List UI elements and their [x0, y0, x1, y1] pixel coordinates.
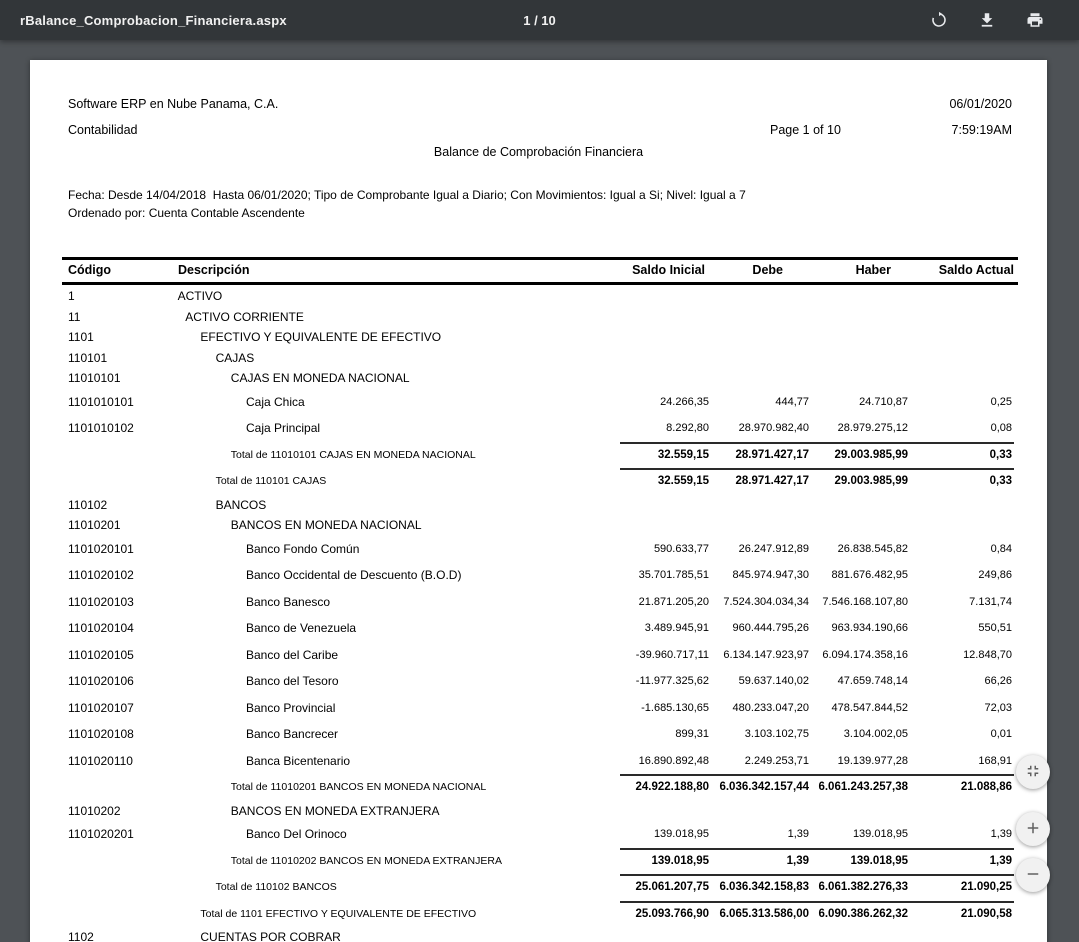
row-saldo-inicial: 24.922.188,80	[635, 781, 709, 794]
row-description: Banco Bancrecer	[246, 727, 339, 742]
row-debe: 6.036.342.158,83	[719, 881, 809, 894]
row-description: BANCOS EN MONEDA NACIONAL	[230, 518, 422, 533]
row-description: Total de 11010201 BANCOS EN MONEDA NACIONAL	[230, 781, 487, 794]
row-saldo-inicial: 8.292,80	[666, 422, 709, 435]
row-description: Total de 110101 CAJAS	[215, 475, 327, 488]
row-saldo-actual: 21.090,25	[960, 881, 1012, 894]
row-saldo-inicial: 21.871.205,20	[638, 595, 709, 608]
table-body	[30, 286, 1047, 942]
row-debe: 59.637.140,02	[738, 675, 809, 688]
row-saldo-actual: 7.131,74	[969, 595, 1012, 608]
row-saldo-inicial: 25.061.207,75	[635, 881, 709, 894]
document-page	[30, 60, 1047, 942]
column-header-haber: Haber	[855, 263, 891, 277]
rotate-icon	[930, 11, 948, 29]
table-row	[30, 415, 1047, 442]
minus-icon	[1024, 865, 1042, 886]
row-debe: 2.249.253,71	[744, 754, 809, 767]
row-saldo-inicial: 24.266,35	[660, 395, 709, 408]
zoom-out-button[interactable]	[1016, 858, 1050, 892]
row-description: Caja Chica	[246, 394, 305, 409]
row-saldo-actual: 0,84	[990, 542, 1012, 555]
table-row	[30, 348, 1047, 369]
row-saldo-actual: 1,39	[989, 854, 1012, 867]
row-debe: 28.971.427,17	[735, 475, 809, 488]
row-description: Banca Bicentenario	[246, 753, 351, 768]
row-saldo-inicial: -11.977.325,62	[635, 675, 709, 688]
row-description: Banco Occidental de Descuento (B.O.D)	[246, 568, 462, 583]
table-row	[30, 589, 1047, 616]
column-header-debe: Debe	[752, 263, 783, 277]
row-haber: 24.710,87	[859, 395, 908, 408]
table-row	[30, 874, 1047, 901]
row-saldo-actual: 0,08	[990, 422, 1012, 435]
row-saldo-inicial: 32.559,15	[657, 475, 709, 488]
row-saldo-inicial: 16.890.892,48	[638, 754, 709, 767]
row-code: 1101020104	[68, 621, 134, 636]
row-description: Banco de Venezuela	[246, 621, 357, 636]
row-description: Banco Banesco	[246, 594, 331, 609]
row-haber: 28.979.275,12	[837, 422, 908, 435]
row-code: 1101020102	[68, 568, 134, 583]
row-haber: 6.094.174.358,16	[822, 648, 908, 661]
column-header-saldo-inicial: Saldo Inicial	[632, 263, 705, 277]
table-row	[30, 515, 1047, 536]
table-row	[30, 774, 1047, 801]
row-saldo-actual: 550,51	[978, 622, 1012, 635]
table-row	[30, 536, 1047, 563]
column-header-saldo-actual: Saldo Actual	[938, 263, 1014, 277]
row-haber: 139.018,95	[850, 854, 908, 867]
row-code: 1101	[68, 330, 94, 345]
row-code: 110102	[68, 497, 108, 512]
table-row	[30, 307, 1047, 328]
table-row	[30, 442, 1047, 469]
report-title: Balance de Comprobación Financiera	[433, 145, 644, 159]
row-code: 1101020103	[68, 594, 134, 609]
row-saldo-inicial: 139.018,95	[653, 828, 709, 841]
row-debe: 6.036.342.157,44	[719, 781, 809, 794]
rotate-button[interactable]	[922, 4, 955, 37]
row-debe: 6.065.313.586,00	[719, 907, 809, 920]
row-haber: 6.061.382.276,33	[818, 881, 908, 894]
row-code: 110101	[68, 350, 108, 365]
row-saldo-actual: 72,03	[984, 701, 1012, 714]
row-saldo-inicial: 139.018,95	[651, 854, 709, 867]
row-saldo-actual: 0,25	[990, 395, 1012, 408]
row-saldo-inicial: 35.701.785,51	[638, 569, 709, 582]
table-row	[30, 801, 1047, 822]
row-debe: 3.103.102,75	[744, 728, 809, 741]
row-debe: 28.970.982,40	[738, 422, 809, 435]
row-saldo-inicial: -1.685.130,65	[641, 701, 709, 714]
row-code: 1101020110	[68, 753, 133, 768]
column-header-descripcion: Descripción	[178, 263, 250, 277]
row-debe: 444,77	[775, 395, 809, 408]
report-time: 7:59:19AM	[951, 123, 1012, 137]
row-code: 11010201	[68, 518, 121, 533]
row-saldo-actual: 249,86	[978, 569, 1012, 582]
row-haber: 19.139.977,28	[837, 754, 908, 767]
row-description: Total de 110102 BANCOS	[215, 881, 337, 894]
table-row	[30, 389, 1047, 416]
document-filename: rBalance_Comprobacion_Financiera.aspx	[20, 12, 287, 28]
module-name: Contabilidad	[68, 123, 138, 137]
download-icon	[978, 11, 996, 29]
table-row	[30, 615, 1047, 642]
row-haber: 478.547.844,52	[831, 701, 908, 714]
table-row	[30, 642, 1047, 669]
column-header-codigo: Código	[68, 263, 112, 277]
row-saldo-actual: 0,01	[990, 728, 1012, 741]
row-saldo-actual: 21.090,58	[960, 907, 1012, 920]
row-description: Total de 11010202 BANCOS EN MONEDA EXTRANJERA	[230, 854, 502, 867]
row-saldo-inicial: 899,31	[675, 728, 709, 741]
row-code: 1101010102	[68, 421, 134, 436]
table-row	[30, 468, 1047, 495]
table-row	[30, 286, 1047, 307]
fit-page-icon	[1024, 762, 1042, 783]
row-code: 1101020105	[68, 647, 134, 662]
row-code: 1101020106	[68, 674, 134, 689]
filter-line-2: Ordenado por: Cuenta Contable Ascendente	[68, 205, 305, 220]
table-row	[30, 562, 1047, 589]
row-saldo-inicial: 25.093.766,90	[635, 907, 709, 920]
table-row	[30, 901, 1047, 928]
row-description: Banco del Tesoro	[246, 674, 339, 689]
table-row	[30, 848, 1047, 875]
page-label: Page 1 of 10	[770, 123, 841, 137]
row-description: ACTIVO CORRIENTE	[185, 309, 304, 324]
row-saldo-actual: 0,33	[989, 475, 1012, 488]
row-saldo-actual: 168,91	[978, 754, 1012, 767]
row-code: 1102	[68, 930, 94, 942]
row-saldo-inicial: 590.633,77	[653, 542, 709, 555]
table-row	[30, 368, 1047, 389]
table-row	[30, 495, 1047, 516]
row-description: CAJAS EN MONEDA NACIONAL	[230, 371, 410, 386]
row-code: 1101020108	[68, 727, 134, 742]
row-debe: 28.971.427,17	[735, 448, 809, 461]
row-haber: 29.003.985,99	[834, 475, 908, 488]
table-row	[30, 748, 1047, 775]
filter-line-1: Fecha: Desde 14/04/2018 Hasta 06/01/2020; Tipo de Comprobante Igual a Diario; Con Movimientos: Igual a Si; Nivel: Igual a 7	[68, 188, 746, 202]
row-haber: 139.018,95	[852, 828, 908, 841]
row-code: 1101020101	[68, 541, 134, 556]
row-description: BANCOS EN MONEDA EXTRANJERA	[230, 803, 440, 818]
row-code: 11010101	[68, 371, 121, 386]
download-button[interactable]	[970, 4, 1003, 37]
table-row	[30, 327, 1047, 348]
row-saldo-actual: 12.848,70	[963, 648, 1012, 661]
row-debe: 6.134.147.923,97	[723, 648, 809, 661]
row-haber: 47.659.748,14	[837, 675, 908, 688]
row-haber: 881.676.482,95	[831, 569, 908, 582]
table-header-rule-bottom	[62, 282, 1018, 285]
row-code: 11010202	[68, 803, 121, 818]
row-description: Banco Del Orinoco	[246, 827, 347, 842]
row-debe: 960.444.795,26	[732, 622, 809, 635]
report-filters	[68, 187, 746, 222]
row-description: Caja Principal	[246, 421, 321, 436]
row-haber: 26.838.545,82	[837, 542, 908, 555]
row-haber: 6.090.386.262,32	[818, 907, 908, 920]
fit-page-button[interactable]	[1016, 755, 1050, 789]
row-debe: 1,39	[787, 828, 809, 841]
row-description: ACTIVO	[177, 289, 223, 304]
row-haber: 7.546.168.107,80	[822, 595, 908, 608]
row-code: 1101010101	[68, 394, 134, 409]
row-saldo-actual: 1,39	[990, 828, 1012, 841]
table-row	[30, 821, 1047, 848]
row-debe: 1,39	[786, 854, 809, 867]
toolbar-actions	[922, 4, 1051, 37]
page-indicator[interactable]: 1 / 10	[523, 12, 556, 28]
table-row	[30, 927, 1047, 942]
row-code: 1101020107	[68, 700, 134, 715]
row-saldo-inicial: 3.489.945,91	[644, 622, 709, 635]
row-description: EFECTIVO Y EQUIVALENTE DE EFECTIVO	[200, 330, 442, 345]
table-row	[30, 668, 1047, 695]
row-saldo-actual: 0,33	[989, 448, 1012, 461]
pdf-toolbar	[0, 0, 1079, 40]
table-row	[30, 695, 1047, 722]
row-saldo-actual: 66,26	[984, 675, 1012, 688]
row-code: 11	[68, 309, 81, 324]
company-name: Software ERP en Nube Panama, C.A.	[68, 97, 279, 111]
row-description: Total de 11010101 CAJAS EN MONEDA NACIONAL	[230, 448, 476, 461]
row-debe: 845.974.947,30	[732, 569, 809, 582]
row-saldo-inicial: 32.559,15	[657, 448, 709, 461]
row-debe: 480.233.047,20	[732, 701, 809, 714]
print-icon	[1026, 11, 1044, 29]
row-description: Banco Fondo Común	[246, 541, 360, 556]
row-code: 1	[68, 289, 75, 304]
table-header-rule-top	[62, 257, 1018, 260]
row-saldo-inicial: -39.960.717,11	[635, 648, 709, 661]
print-button[interactable]	[1018, 4, 1051, 37]
row-saldo-actual: 21.088,86	[960, 781, 1012, 794]
row-description: Banco Provincial	[246, 700, 336, 715]
plus-icon	[1024, 819, 1042, 840]
row-code: 1101020201	[68, 827, 134, 842]
row-description: CAJAS	[215, 350, 255, 365]
row-haber: 6.061.243.257,38	[818, 781, 908, 794]
zoom-in-button[interactable]	[1016, 812, 1050, 846]
row-description: BANCOS	[215, 497, 267, 512]
report-date: 06/01/2020	[949, 97, 1012, 111]
row-description: Total de 1101 EFECTIVO Y EQUIVALENTE DE EFECTIVO	[200, 907, 477, 920]
row-haber: 963.934.190,66	[831, 622, 908, 635]
row-haber: 29.003.985,99	[834, 448, 908, 461]
row-debe: 26.247.912,89	[738, 542, 809, 555]
row-description: CUENTAS POR COBRAR	[200, 930, 341, 942]
row-haber: 3.104.002,05	[843, 728, 908, 741]
table-row	[30, 721, 1047, 748]
row-description: Banco del Caribe	[246, 647, 339, 662]
row-debe: 7.524.304.034,34	[723, 595, 809, 608]
